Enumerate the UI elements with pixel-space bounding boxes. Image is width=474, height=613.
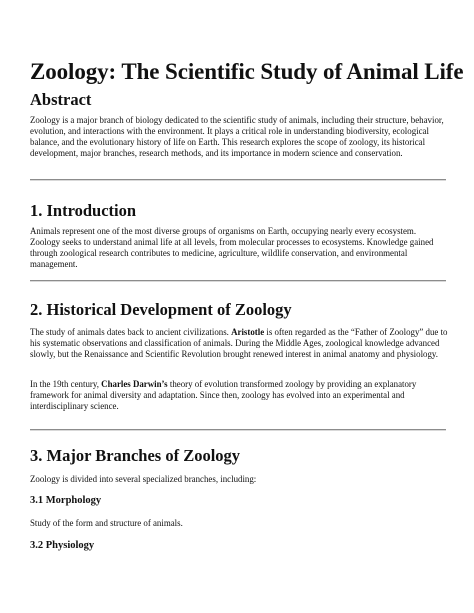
abstract-text: Zoology is a major branch of biology dedicated to the scientific study of animals, including their structure, behavior, evolution, and interactions with the environment. It plays a critical role in understanding biodiversity, ecological balance, and the evolutionary history of life on Earth. This research explores the scope of zoology, its historical development, major branches, research methods, and its importance in modern science and conservation. <box>30 115 444 159</box>
section-divider <box>30 179 446 181</box>
introduction-text: Animals represent one of the most diverse groups of organisms on Earth, occupying nearly every ecosystem. Zoology seeks to understand animal life at all levels, from molecular processes to ecosystems. Knowledge gained through zoological research contributes to medicine, agriculture, wildlife conservation, and environmental management. <box>30 226 434 270</box>
branches-intro: Zoology is divided into several specialized branches, including: <box>30 474 257 484</box>
document-title: Zoology: The Scientific Study of Animal Life <box>30 59 464 84</box>
section-divider <box>30 429 446 431</box>
history-paragraph-2 <box>30 379 448 412</box>
history-p1-end: is often regarded as the “Father of Zoology” due to his systematic observations and classification of animals. During the Middle Ages, zoological knowledge advanced slowly, but the Renaissance and Scientific Revolution brought renewed interest in animal anatomy and physiology. <box>30 327 448 360</box>
morphology-text: Study of the form and structure of animals. <box>30 518 183 528</box>
aristotle-name: Aristotle <box>231 327 265 337</box>
history-paragraph-1 <box>30 327 448 360</box>
history-p2-end: theory of evolution transformed zoology by providing an explanatory framework for animal diversity and adaptation. Since then, zoology has evolved into an experimental and interdisciplinary science. <box>30 379 417 412</box>
physiology-heading: 3.2 Physiology <box>30 540 95 551</box>
darwin-name: Charles Darwin’s <box>101 379 168 389</box>
abstract-heading: Abstract <box>30 90 92 109</box>
morphology-heading: 3.1 Morphology <box>30 495 102 506</box>
history-p2-start: In the 19th century, <box>30 379 102 389</box>
section-divider <box>30 280 446 282</box>
history-heading: 2. Historical Development of Zoology <box>30 300 292 319</box>
introduction-heading: 1. Introduction <box>30 201 137 220</box>
history-p1-start: The study of animals dates back to ancient civilizations. <box>30 327 232 337</box>
branches-heading: 3. Major Branches of Zoology <box>30 446 241 465</box>
